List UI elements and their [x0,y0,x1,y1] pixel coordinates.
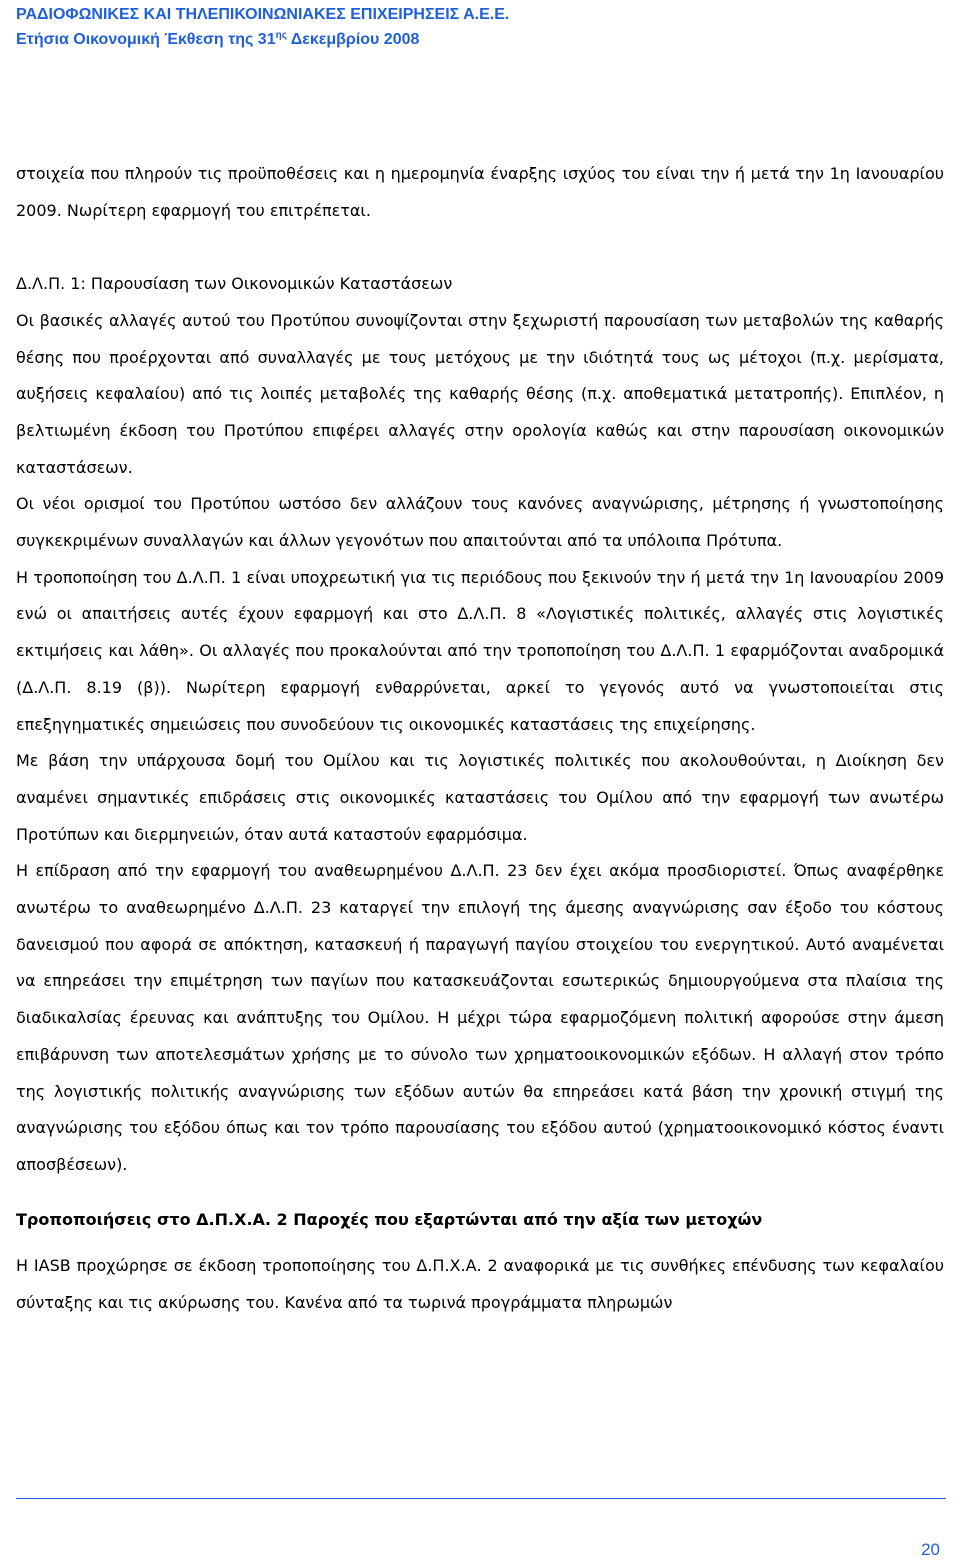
document-body [16,156,944,1322]
paragraph-intro: στοιχεία που πληρούν τις προϋποθέσεις και η ημερομηνία έναρξης ισχύος του είναι την ή μετά την 1η Ιανουαρίου 2009. Νωρίτερη εφαρμογή του επιτρέπεται. [16,164,944,220]
report-title-superscript: ης [275,30,287,41]
page-number: 20 [921,1540,940,1559]
paragraph-las1-definitions: Οι νέοι ορισμοί του Προτύπου ωστόσο δεν αλλάζουν τους κανόνες αναγνώρισης, μέτρησης ή γνωστοποίησης συγκεκριμένων συναλλαγών και άλλων γεγονότων που απαιτούνται από τα υπόλοιπα Πρότυπα. [16,494,944,551]
paragraph-las1-effective: Η τροποποίηση του Δ.Λ.Π. 1 είναι υποχρεωτική για τις περιόδους που ξεκινούν την ή μετά την 1η Ιανουαρίου 2009 ενώ οι απαιτήσεις αυτές έχουν εφαρμογή και στο Δ.Λ.Π. 8 «Λογιστικές πολιτικές, αλλαγές στις λογιστικές εκτιμήσεις και λάθη». Οι αλλαγές που προκαλούνται από την τροποποίηση του Δ.Λ.Π. 1 εφαρμόζονται αναδρομικά (Δ.Λ.Π. 8.19 (β)). Νωρίτερη εφαρμογή ενθαρρύνεται, αρκεί το γεγονός αυτό να γνωστοποιείται στις επεξηγηματικές σημειώσεις που συνοδεύουν τις οικονομικές καταστάσεις της επιχείρησης. [16,567,944,734]
report-title-date: Δεκεμβρίου 2008 [286,31,420,48]
report-title-main: Ετήσια Οικονομική Έκθεση της 31 [16,31,276,48]
company-name: ΡΑΔΙΟΦΩΝΙΚΕΣ ΚΑΙ ΤΗΛΕΠΙΚΟΙΝΩΝΙΑΚΕΣ ΕΠΙΧΕΙΡΗΣΕΙΣ Α.Ε.Ε. [16,6,510,23]
heading-las1: Δ.Λ.Π. 1: Παρουσίαση των Οικονομικών Καταστάσεων [16,274,453,294]
paragraph-las1-changes: Οι βασικές αλλαγές αυτού του Προτύπου συνοψίζονται στην ξεχωριστή παρουσίαση των μεταβολών της καθαρής θέσης που προέρχονται από συναλλαγές με τους μετόχους με την ιδιότητά τους ως μέτοχοι (π.χ. μερίσματα, αυξήσεις κεφαλαίου) από τις λοιπές μεταβολές της καθαρής θέσης (π.χ. αποθεματικά μετατροπής). Επιπλέον, η βελτιωμένη έκδοση του Προτύπου επιφέρει αλλαγές στην ορολογία καθώς και στην παρουσίαση οικονομικών καταστάσεων. [16,310,944,477]
document-header [16,4,509,50]
heading-ifrs2: Τροποποιήσεις στο Δ.Π.Χ.Α. 2 Παροχές που εξαρτώνται από την αξία των μετοχών [16,1209,763,1229]
paragraph-gap [16,229,944,266]
paragraph-ifrs2: Η IASB προχώρησε σε έκδοση τροποποίησης του Δ.Π.Χ.Α. 2 αναφορικά με τις συνθήκες επένδυσης των κεφαλαίου σύνταξης και τις ακύρωσης του. Κανένα από τα τωρινά προγράμματα πληρωμών [16,1256,944,1313]
paragraph-las23: Η επίδραση από την εφαρμογή του αναθεωρημένου Δ.Λ.Π. 23 δεν έχει ακόμα προσδιοριστεί. Όπως αναφέρθηκε ανωτέρω το αναθεωρημένο Δ.Λ.Π. 23 καταργεί την επιλογή της άμεσης αναγνώρισης σαν έξοδο του κόστους δανεισμού που αφορά σε απόκτηση, κατασκευή ή παραγωγή παγίου στοιχείου του ενεργητικού. Αυτό αναμένεται να επηρεάσει την επιμέτρηση των παγίων που κατασκευάζονται εσωτερικώς δημιουργούμενα στα πλαίσια της διαδικαλσίας έρευνας και ανάπτυξης του Ομίλου. Η μέχρι τώρα εφαρμοζόμενη πολιτική αφορούσε στην άμεση επιβάρυνση των αποτελεσμάτων χρήσης με το σύνολο των χρηματοοικονομικών εξόδων. Η αλλαγή στον τρόπο της λογιστικής πολιτικής αναγνώρισης των εξόδων αυτών θα επηρεάσει κατά βάση την χρονική στιγμή της αναγνώρισης του εξόδου όπως και τον τρόπο παρουσίασης του εξόδου αυτού (χρηματοοικονομικό κόστος έναντι αποσβέσεων). [16,861,944,1174]
footer-divider [16,1498,946,1499]
report-title [16,25,509,50]
paragraph-management-assessment: Με βάση την υπάρχουσα δομή του Ομίλου και τις λογιστικές πολιτικές που ακολουθούνται, η Διοίκηση δεν αναμένει σημαντικές επιδράσεις στις οικονομικές καταστάσεις του Ομίλου από την εφαρμογή των ανωτέρω Προτύπων και διερμηνειών, όταν αυτά καταστούν εφαρμόσιμα. [16,751,944,844]
